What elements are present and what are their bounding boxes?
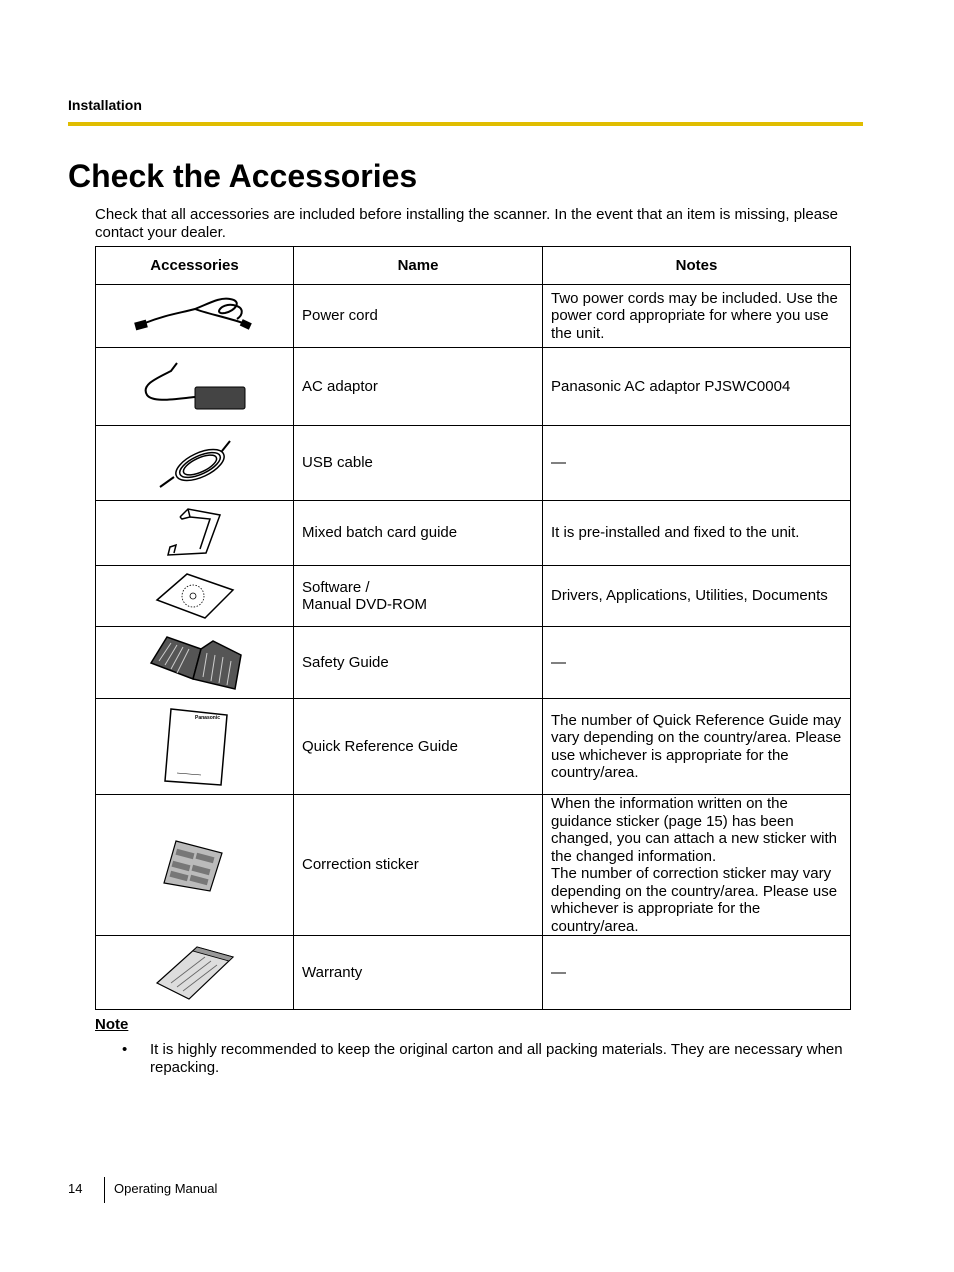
accessory-name: Mixed batch card guide bbox=[294, 501, 543, 566]
guide-brand-text: Panasonic bbox=[194, 714, 220, 721]
accessory-name: Quick Reference Guide bbox=[294, 699, 543, 795]
accessory-notes: The number of Quick Reference Guide may vary depending on the country/area. Please use whichever is appropriate for the country/area. bbox=[543, 699, 851, 795]
table-row bbox=[96, 285, 851, 348]
quick-reference-guide-icon bbox=[155, 705, 235, 789]
table-row bbox=[96, 566, 851, 627]
accessory-name: AC adaptor bbox=[294, 348, 543, 426]
note-title: Note bbox=[95, 1016, 129, 1033]
header-accessories: Accessories bbox=[96, 247, 294, 285]
power-cord-icon bbox=[125, 291, 265, 341]
card-guide-icon bbox=[160, 505, 230, 561]
dvd-rom-icon bbox=[155, 570, 235, 622]
accessory-name: Safety Guide bbox=[294, 627, 543, 699]
safety-guide-icon bbox=[145, 633, 245, 693]
accessory-image-cell bbox=[96, 699, 294, 795]
accessory-image-cell bbox=[96, 795, 294, 936]
accessory-notes: When the information written on the guidance sticker (page 15) has been changed, you can attach a new sticker with the changed information. The number of correction sticker may vary depending on the country/area. Please use whichever is appropriate for the country/area. bbox=[543, 795, 851, 936]
accessory-notes: — bbox=[543, 627, 851, 699]
header-name: Name bbox=[294, 247, 543, 285]
intro-text: Check that all accessories are included before installing the scanner. In the event that an item is missing, please contact your dealer. bbox=[95, 206, 838, 241]
accessory-image-cell bbox=[96, 627, 294, 699]
table-row bbox=[96, 627, 851, 699]
note-text: It is highly recommended to keep the original carton and all packing materials. They are necessary when repacking. bbox=[150, 1041, 843, 1076]
section-label: Installation bbox=[68, 97, 142, 113]
accessory-name: USB cable bbox=[294, 426, 543, 501]
accessory-image-cell bbox=[96, 426, 294, 501]
table-row bbox=[96, 936, 851, 1010]
page-number: 14 bbox=[68, 1181, 83, 1196]
table-row bbox=[96, 348, 851, 426]
accessory-name: Software / Manual DVD-ROM bbox=[294, 566, 543, 627]
usb-cable-icon bbox=[150, 433, 240, 493]
table-header-row bbox=[96, 247, 851, 285]
accessory-notes: It is pre-installed and fixed to the unit. bbox=[543, 501, 851, 566]
accessory-name: Warranty bbox=[294, 936, 543, 1010]
accessory-notes: Two power cords may be included. Use the power cord appropriate for where you use the unit. bbox=[543, 285, 851, 348]
table-row bbox=[96, 795, 851, 936]
table-row bbox=[96, 426, 851, 501]
note-bullet: • bbox=[122, 1041, 128, 1058]
accessories-table bbox=[95, 246, 851, 1010]
accessory-name: Correction sticker bbox=[294, 795, 543, 936]
accessory-notes: — bbox=[543, 426, 851, 501]
header-notes: Notes bbox=[543, 247, 851, 285]
accessory-image-cell bbox=[96, 936, 294, 1010]
accessory-image-cell bbox=[96, 566, 294, 627]
footer-label: Operating Manual bbox=[114, 1181, 218, 1196]
table-row bbox=[96, 501, 851, 566]
accessory-notes: Drivers, Applications, Utilities, Documents bbox=[543, 566, 851, 627]
accessory-image-cell bbox=[96, 285, 294, 348]
table-row bbox=[96, 699, 851, 795]
accessory-name: Power cord bbox=[294, 285, 543, 348]
accessory-notes: — bbox=[543, 936, 851, 1010]
ac-adaptor-icon bbox=[135, 357, 255, 417]
warranty-icon bbox=[153, 943, 237, 1003]
correction-sticker-icon bbox=[162, 837, 228, 893]
accessory-notes: Panasonic AC adaptor PJSWC0004 bbox=[543, 348, 851, 426]
footer-divider bbox=[104, 1177, 105, 1203]
accessory-image-cell bbox=[96, 501, 294, 566]
page-title: Check the Accessories bbox=[68, 158, 418, 194]
accessory-image-cell bbox=[96, 348, 294, 426]
header-rule bbox=[68, 122, 863, 126]
